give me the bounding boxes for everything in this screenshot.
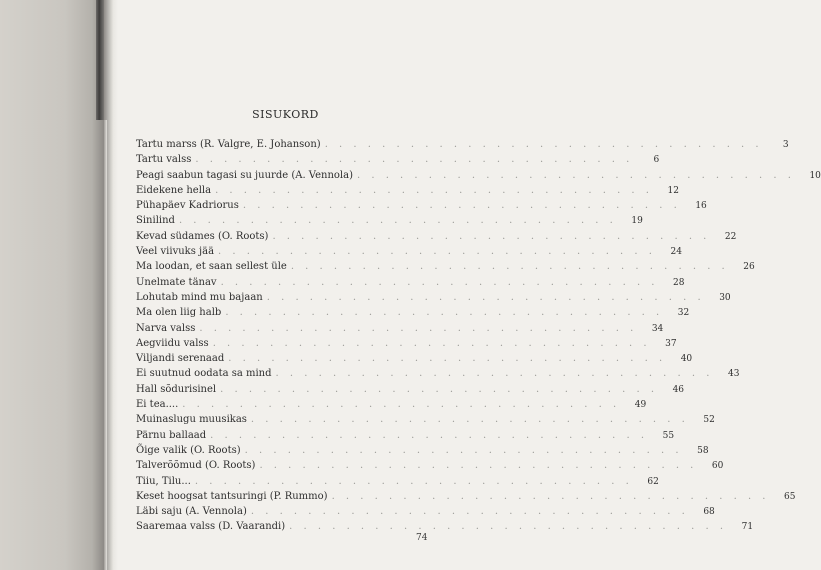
toc-entry-title: Ma olen liig halb [136, 307, 222, 319]
toc-entry [136, 275, 685, 290]
toc-entry-page: 22 [724, 231, 737, 242]
toc-entry-page: 58 [697, 445, 709, 456]
toc-entry-title: Unelmate tänav [136, 276, 217, 288]
toc-entry-page: 34 [651, 323, 664, 334]
toc-entry-page: 46 [672, 384, 685, 395]
toc-entry-title: Eidekene hella [136, 184, 212, 196]
dot-leader: . . . . . . . . . . . . . . . . . . . . . . . . . . . . . . . [182, 399, 621, 411]
dot-leader: . . . . . . . . . . . . . . . . . . . . . . . . . . . . . . . [324, 139, 763, 150]
toc-entry [136, 474, 659, 489]
toc-entry-title: Muinaslugu muusikas [136, 414, 247, 426]
toc-entry-page: 62 [647, 476, 659, 487]
binding-thread [96, 0, 104, 120]
dot-leader: . . . . . . . . . . . . . . . . . . . . . . . . . . . . . . . [244, 444, 683, 456]
toc-entry [136, 244, 682, 259]
toc-entry-title: Ei suutnud oodata sa mind [136, 368, 272, 380]
toc-entry-page: 40 [680, 354, 693, 365]
toc-entry-page: 68 [703, 507, 715, 518]
toc-entry-title: Viljandi serenaad [136, 353, 225, 365]
toc-entry-page: 10 [809, 170, 821, 181]
toc-entry [136, 229, 737, 244]
toc-entry-page: 65 [784, 491, 796, 502]
dot-leader: . . . . . . . . . . . . . . . . . . . . . . . . . . . . . . . [220, 276, 659, 288]
toc-entry-title: Ei tea.... [136, 399, 179, 411]
toc-entry-page: 6 [653, 155, 660, 166]
toc-entry [136, 412, 715, 427]
dot-leader: . . . . . . . . . . . . . . . . . . . . . . . . . . . . . . . [331, 490, 770, 502]
toc-entry-page: 55 [662, 430, 675, 441]
toc-entry-title: Tiiu, Tilu... [136, 475, 191, 487]
toc-entry-title: Narva valss [136, 322, 196, 334]
toc-entry-page: 3 [782, 140, 789, 150]
dot-leader: . . . . . . . . . . . . . . . . . . . . . . . . . . . . . . . [199, 322, 638, 334]
toc-entry [136, 198, 707, 213]
toc-entry-page: 32 [677, 308, 690, 319]
dot-leader: . . . . . . . . . . . . . . . . . . . . . . . . . . . . . . . [259, 460, 698, 472]
toc-entry-title: Saaremaa valss (D. Vaarandi) [136, 521, 286, 533]
toc-entry-title: Keset hoogsat tantsuringi (P. Rummo) [136, 490, 328, 502]
toc-entry-title: Kevad südames (O. Roots) [136, 230, 269, 242]
dot-leader: . . . . . . . . . . . . . . . . . . . . . . . . . . . . . . . [225, 307, 664, 319]
toc-entry-page: 16 [695, 201, 707, 212]
toc-entry [136, 213, 643, 228]
dot-leader: . . . . . . . . . . . . . . . . . . . . . . . . . . . . . . . [266, 291, 705, 303]
toc-entry-page: 37 [665, 338, 677, 349]
dot-leader: . . . . . . . . . . . . . . . . . . . . . . . . . . . . . . . [212, 337, 651, 349]
dot-leader: . . . . . . . . . . . . . . . . . . . . . . . . . . . . . . . [228, 353, 667, 365]
toc-entry [136, 443, 709, 458]
toc-entry-page: 26 [743, 262, 755, 273]
dot-leader: . . . . . . . . . . . . . . . . . . . . . . . . . . . . . . . [356, 169, 795, 181]
toc-entry-page: 49 [634, 400, 647, 411]
toc-entry-title: Aegviidu valss [136, 337, 209, 349]
dot-leader: . . . . . . . . . . . . . . . . . . . . . . . . . . . . . . . [178, 215, 617, 227]
toc-entry [136, 519, 754, 534]
toc-entry-title: Läbi saju (A. Vennola) [136, 506, 247, 518]
toc-entry [136, 321, 664, 336]
toc-entry [136, 397, 647, 412]
toc-entry-page: 71 [741, 522, 754, 533]
page-fold [104, 120, 107, 570]
toc-entry [136, 428, 675, 443]
toc-entry [136, 305, 690, 320]
toc-entry-title: Pühapäev Kadriorus [136, 200, 239, 212]
toc-entry-title: Hall sõdurisinel [136, 383, 217, 395]
toc-entry-page: 43 [727, 369, 740, 380]
toc-entry [136, 152, 660, 167]
toc-entry-title: Sinilind [136, 215, 175, 227]
toc-entry-title: Talverõõmud (O. Roots) [136, 460, 256, 472]
toc-entry [136, 382, 685, 397]
dot-leader: . . . . . . . . . . . . . . . . . . . . . . . . . . . . . . . [194, 475, 633, 487]
toc-entry [136, 259, 755, 274]
toc-entry [136, 489, 796, 504]
toc-entry [136, 168, 821, 183]
toc-entry-title: Pärnu ballaad [136, 429, 207, 441]
toc-entry [136, 504, 715, 519]
dot-leader: . . . . . . . . . . . . . . . . . . . . . . . . . . . . . . . [210, 429, 649, 441]
toc-entry-page: 24 [670, 247, 682, 258]
dot-leader: . . . . . . . . . . . . . . . . . . . . . . . . . . . . . . . [272, 230, 711, 242]
toc-entry-page: 19 [631, 216, 643, 227]
dot-leader: . . . . . . . . . . . . . . . . . . . . . . . . . . . . . . . [289, 521, 728, 533]
dot-leader: . . . . . . . . . . . . . . . . . . . . . . . . . . . . . . . [218, 246, 656, 258]
dot-leader: . . . . . . . . . . . . . . . . . . . . . . . . . . . . . . . [290, 261, 729, 273]
toc-entry [136, 183, 679, 198]
toc-entry-page: 12 [667, 185, 679, 196]
table-of-contents [136, 137, 821, 535]
page-number: 74 [416, 533, 428, 543]
dot-leader: . . . . . . . . . . . . . . . . . . . . . . . . . . . . . . . [195, 154, 634, 166]
toc-entry-page: 60 [711, 461, 724, 472]
dot-leader: . . . . . . . . . . . . . . . . . . . . . . . . . . . . . . . [242, 200, 681, 212]
toc-entry-title: Õige valik (O. Roots) [136, 444, 241, 456]
toc-entry-page: 28 [673, 277, 685, 288]
toc-entry-title: Veel viivuks jää [136, 246, 215, 258]
toc-entry-title: Tartu valss [136, 154, 192, 166]
dot-leader: . . . . . . . . . . . . . . . . . . . . . . . . . . . . . . . [250, 506, 689, 518]
toc-entry-title: Ma loodan, et saan sellest üle [136, 261, 287, 273]
dot-leader: . . . . . . . . . . . . . . . . . . . . . . . . . . . . . . . [215, 184, 653, 196]
toc-entry [136, 366, 740, 381]
toc-entry [136, 336, 677, 351]
toc-entry [136, 137, 789, 152]
dot-leader: . . . . . . . . . . . . . . . . . . . . . . . . . . . . . . . [250, 414, 689, 426]
toc-entry-title: Lohutab mind mu bajaan [136, 291, 263, 303]
toc-entry [136, 458, 724, 473]
toc-entry-title: Peagi saabun tagasi su juurde (A. Vennola) [136, 169, 353, 181]
toc-entry [136, 290, 731, 305]
toc-heading: SISUKORD [252, 108, 319, 121]
toc-entry-title: Tartu marss (R. Valgre, E. Johanson) [136, 139, 321, 150]
dot-leader: . . . . . . . . . . . . . . . . . . . . . . . . . . . . . . . [220, 383, 659, 395]
toc-entry [136, 351, 693, 366]
dot-leader: . . . . . . . . . . . . . . . . . . . . . . . . . . . . . . . [275, 368, 714, 380]
toc-entry-page: 30 [719, 292, 731, 303]
toc-entry-page: 52 [703, 415, 715, 426]
